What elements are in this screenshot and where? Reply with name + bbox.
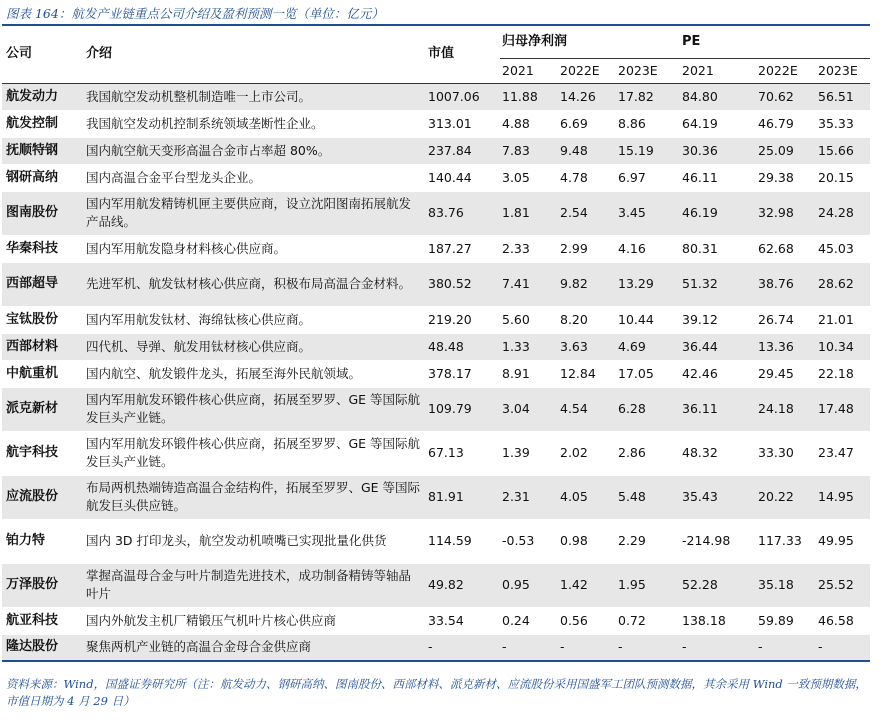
pe-2023e-cell: 28.62 xyxy=(818,276,854,291)
market-cap-cell: 67.13 xyxy=(428,445,464,460)
company-cell: 派克新材 xyxy=(6,401,59,416)
net-profit-2021-cell: 7.83 xyxy=(502,142,530,158)
net-profit-2021-cell: 4.88 xyxy=(502,115,530,131)
table-row xyxy=(2,110,870,137)
intro-cell: 国内军用航发钛材、海绵钛核心供应商。 xyxy=(86,311,312,327)
pe-2021-cell: 35.43 xyxy=(682,489,718,504)
pe-2023e-cell: 14.95 xyxy=(818,489,854,504)
market-cap-cell: 81.91 xyxy=(428,489,464,504)
market-cap-cell: 140.44 xyxy=(428,169,472,185)
market-cap-cell: 237.84 xyxy=(428,142,472,158)
net-profit-2023e-cell: 17.05 xyxy=(618,365,654,381)
net-profit-2023e-cell: 10.44 xyxy=(618,311,654,327)
net-profit-2022e-cell: 4.78 xyxy=(560,169,588,185)
table-row xyxy=(2,563,870,607)
pe-2021-cell: 80.31 xyxy=(682,240,718,256)
pe-2022e-cell: 46.79 xyxy=(758,115,794,131)
net-profit-2021-cell: 7.41 xyxy=(502,276,530,291)
market-cap-cell: - xyxy=(428,639,433,655)
market-cap-cell: 114.59 xyxy=(428,533,472,548)
table-row xyxy=(2,137,870,164)
market-cap-cell: 33.54 xyxy=(428,612,464,628)
table-body xyxy=(2,83,870,661)
pe-2022e-cell: 13.36 xyxy=(758,338,794,354)
intro-cell: 先进军机、航发钛材核心供应商，积极布局高温合金材料。 xyxy=(86,276,412,291)
intro-cell: 掌握高温母合金与叶片制造先进技术，成功制备精铸等轴晶叶片 xyxy=(86,568,412,601)
pe-2022e-cell: 70.62 xyxy=(758,88,794,104)
net-profit-2023e-cell: 3.45 xyxy=(618,205,646,220)
net-profit-2021-cell: 1.81 xyxy=(502,205,530,220)
pe-2023e-cell: 21.01 xyxy=(818,311,854,327)
net-profit-2023e-cell: 6.28 xyxy=(618,401,646,416)
pe-2021-cell: 138.18 xyxy=(682,612,726,628)
net-profit-2022e-cell: 0.56 xyxy=(560,612,588,628)
pe-2021-cell: 52.28 xyxy=(682,577,718,592)
pe-2023e-cell: 23.47 xyxy=(818,445,854,460)
pe-2022e-cell: 38.76 xyxy=(758,276,794,291)
net-profit-2023e-cell: 2.29 xyxy=(618,533,646,548)
net-profit-2022e-cell: 14.26 xyxy=(560,88,596,104)
company-cell: 航发控制 xyxy=(6,115,59,131)
pe-2023e-cell: 56.51 xyxy=(818,88,854,104)
pe-2023e-cell: 24.28 xyxy=(818,205,854,220)
pe-2021-cell: 51.32 xyxy=(682,276,718,291)
pe-2021-cell: 39.12 xyxy=(682,311,718,327)
net-profit-2023e-cell: 15.19 xyxy=(618,142,654,158)
table-row xyxy=(2,191,870,235)
net-profit-2022e-cell: 12.84 xyxy=(560,365,596,381)
net-profit-2021-cell: 2.33 xyxy=(502,240,530,256)
header-year: 2023E xyxy=(618,62,658,78)
net-profit-2022e-cell: 8.20 xyxy=(560,311,588,327)
net-profit-2022e-cell: 0.98 xyxy=(560,533,588,548)
net-profit-2023e-cell: 4.16 xyxy=(618,240,646,256)
market-cap-cell: 109.79 xyxy=(428,401,472,416)
net-profit-2023e-cell: 0.72 xyxy=(618,612,646,628)
table-row xyxy=(2,333,870,360)
pe-2023e-cell: - xyxy=(818,639,823,655)
net-profit-2022e-cell: 2.02 xyxy=(560,445,588,460)
pe-2022e-cell: 62.68 xyxy=(758,240,794,256)
intro-cell: 国内 3D 打印龙头，航空发动机喷嘴已实现批量化供货 xyxy=(86,533,387,548)
header-net-profit: 归母净利润 xyxy=(500,25,680,58)
pe-2021-cell: 46.19 xyxy=(682,205,718,220)
net-profit-2022e-cell: 3.63 xyxy=(560,338,588,354)
market-cap-cell: 313.01 xyxy=(428,115,472,131)
pe-2022e-cell: 25.09 xyxy=(758,142,794,158)
pe-2023e-cell: 10.34 xyxy=(818,338,854,354)
pe-2022e-cell: 29.45 xyxy=(758,365,794,381)
header-year: 2023E xyxy=(818,62,858,78)
net-profit-2023e-cell: 8.86 xyxy=(618,115,646,131)
net-profit-2021-cell: 1.33 xyxy=(502,338,530,354)
pe-2022e-cell: 32.98 xyxy=(758,205,794,220)
company-cell: 航亚科技 xyxy=(6,612,59,628)
pe-2022e-cell: - xyxy=(758,639,763,655)
intro-cell: 聚焦两机产业链的高温合金母合金供应商 xyxy=(86,639,312,655)
pe-2023e-cell: 25.52 xyxy=(818,577,854,592)
pe-2023e-cell: 15.66 xyxy=(818,142,854,158)
pe-2022e-cell: 59.89 xyxy=(758,612,794,628)
table-row xyxy=(2,262,870,306)
pe-2023e-cell: 22.18 xyxy=(818,365,854,381)
forecast-table xyxy=(2,24,870,662)
table-row xyxy=(2,83,870,110)
company-cell: 抚顺特钢 xyxy=(6,142,59,158)
net-profit-2023e-cell: 13.29 xyxy=(618,276,654,291)
table-header xyxy=(2,25,870,83)
company-cell: 应流股份 xyxy=(6,489,59,504)
company-cell: 钢研高纳 xyxy=(6,169,59,185)
pe-2021-cell: -214.98 xyxy=(682,533,731,548)
net-profit-2023e-cell: 2.86 xyxy=(618,445,646,460)
intro-cell: 国内航空、航发锻件龙头，拓展至海外民航领域。 xyxy=(86,365,362,381)
market-cap-cell: 219.20 xyxy=(428,311,472,327)
pe-2022e-cell: 20.22 xyxy=(758,489,794,504)
market-cap-cell: 1007.06 xyxy=(428,88,480,104)
net-profit-2022e-cell: - xyxy=(560,639,565,655)
net-profit-2021-cell: 8.91 xyxy=(502,365,530,381)
pe-2021-cell: 36.11 xyxy=(682,401,718,416)
table-row xyxy=(2,607,870,634)
net-profit-2022e-cell: 4.54 xyxy=(560,401,588,416)
company-cell: 航宇科技 xyxy=(6,445,59,460)
pe-2022e-cell: 24.18 xyxy=(758,401,794,416)
net-profit-2023e-cell: 6.97 xyxy=(618,169,646,185)
company-cell: 图南股份 xyxy=(6,205,59,220)
net-profit-2023e-cell: 17.82 xyxy=(618,88,654,104)
net-profit-2022e-cell: 2.99 xyxy=(560,240,588,256)
table-row xyxy=(2,634,870,661)
net-profit-2022e-cell: 1.42 xyxy=(560,577,588,592)
header-year: 2021 xyxy=(682,62,714,78)
company-cell: 万泽股份 xyxy=(6,577,59,592)
net-profit-2022e-cell: 9.82 xyxy=(560,276,588,291)
pe-2023e-cell: 49.95 xyxy=(818,533,854,548)
market-cap-cell: 187.27 xyxy=(428,240,472,256)
pe-2022e-cell: 29.38 xyxy=(758,169,794,185)
pe-2023e-cell: 35.33 xyxy=(818,115,854,131)
header-company: 公司 xyxy=(2,25,80,83)
intro-cell: 国内军用航发精铸机匣主要供应商，设立沈阳图南拓展航发产品线。 xyxy=(86,196,412,229)
header-year: 2022E xyxy=(560,62,600,78)
pe-2022e-cell: 26.74 xyxy=(758,311,794,327)
pe-2023e-cell: 45.03 xyxy=(818,240,854,256)
net-profit-2021-cell: 0.24 xyxy=(502,612,530,628)
net-profit-2021-cell: 3.05 xyxy=(502,169,530,185)
intro-cell: 国内高温合金平台型龙头企业。 xyxy=(86,169,262,185)
net-profit-2021-cell: 3.04 xyxy=(502,401,530,416)
net-profit-2021-cell: - xyxy=(502,639,507,655)
intro-cell: 国内外航发主机厂精锻压气机叶片核心供应商 xyxy=(86,612,337,628)
intro-cell: 布局两机热端铸造高温合金结构件，拓展至罗罗、GE 等国际航发巨头供应链。 xyxy=(86,480,421,513)
net-profit-2022e-cell: 9.48 xyxy=(560,142,588,158)
table-row xyxy=(2,360,870,387)
intro-cell: 国内军用航发环锻件核心供应商，拓展至罗罗、GE 等国际航发巨头产业链。 xyxy=(86,392,421,425)
company-cell: 铂力特 xyxy=(6,533,46,548)
pe-2021-cell: 48.32 xyxy=(682,445,718,460)
pe-2021-cell: 30.36 xyxy=(682,142,718,158)
table-row xyxy=(2,431,870,475)
pe-2021-cell: 46.11 xyxy=(682,169,718,185)
company-cell: 航发动力 xyxy=(6,88,59,104)
table-row xyxy=(2,306,870,333)
net-profit-2021-cell: 0.95 xyxy=(502,577,530,592)
market-cap-cell: 380.52 xyxy=(428,276,472,291)
intro-cell: 国内航空航天变形高温合金市占率超 80%。 xyxy=(86,142,331,158)
pe-2023e-cell: 20.15 xyxy=(818,169,854,185)
header-pe: PE xyxy=(680,25,870,58)
market-cap-cell: 378.17 xyxy=(428,365,472,381)
table-row xyxy=(2,235,870,262)
intro-cell: 我国航空发动机整机制造唯一上市公司。 xyxy=(86,88,312,104)
pe-2021-cell: 42.46 xyxy=(682,365,718,381)
table-row xyxy=(2,519,870,563)
company-cell: 中航重机 xyxy=(6,365,59,381)
company-cell: 西部超导 xyxy=(6,276,59,291)
net-profit-2022e-cell: 2.54 xyxy=(560,205,588,220)
net-profit-2021-cell: -0.53 xyxy=(502,533,535,548)
pe-2022e-cell: 33.30 xyxy=(758,445,794,460)
company-cell: 西部材料 xyxy=(6,338,59,354)
net-profit-2021-cell: 1.39 xyxy=(502,445,530,460)
net-profit-2021-cell: 2.31 xyxy=(502,489,530,504)
pe-2022e-cell: 117.33 xyxy=(758,533,802,548)
pe-2021-cell: - xyxy=(682,639,687,655)
net-profit-2023e-cell: - xyxy=(618,639,623,655)
source-note: 资料来源：Wind，国盛证券研究所（注：航发动力、钢研高纳、图南股份、西部材料、派克新材、应流股份采用国盛军工团队预测数据，其余采用 Wind 一致预期数据，市值日期为 4 月 29 日） xyxy=(6,677,867,708)
figure-caption: 图表 164：航发产业链重点公司介绍及盈利预测一览（单位：亿元） xyxy=(6,6,384,21)
market-cap-cell: 83.76 xyxy=(428,205,464,220)
table-row xyxy=(2,475,870,519)
header-market-cap: 市值 xyxy=(426,25,500,83)
pe-2022e-cell: 35.18 xyxy=(758,577,794,592)
net-profit-2023e-cell: 1.95 xyxy=(618,577,646,592)
table-row xyxy=(2,164,870,191)
company-cell: 隆达股份 xyxy=(6,639,59,655)
header-year: 2022E xyxy=(758,62,798,78)
intro-cell: 我国航空发动机控制系统领域垄断性企业。 xyxy=(86,115,324,131)
net-profit-2022e-cell: 4.05 xyxy=(560,489,588,504)
intro-cell: 国内军用航发环锻件核心供应商，拓展至罗罗、GE 等国际航发巨头产业链。 xyxy=(86,436,421,469)
intro-cell: 四代机、导弹、航发用钛材核心供应商。 xyxy=(86,338,312,354)
pe-2021-cell: 84.80 xyxy=(682,88,718,104)
pe-2021-cell: 64.19 xyxy=(682,115,718,131)
company-cell: 宝钛股份 xyxy=(6,311,59,327)
pe-2023e-cell: 46.58 xyxy=(818,612,854,628)
net-profit-2021-cell: 11.88 xyxy=(502,88,538,104)
header-year: 2021 xyxy=(502,62,534,78)
company-cell: 华秦科技 xyxy=(6,240,59,256)
market-cap-cell: 48.48 xyxy=(428,338,464,354)
net-profit-2023e-cell: 5.48 xyxy=(618,489,646,504)
net-profit-2022e-cell: 6.69 xyxy=(560,115,588,131)
market-cap-cell: 49.82 xyxy=(428,577,464,592)
net-profit-2021-cell: 5.60 xyxy=(502,311,530,327)
pe-2023e-cell: 17.48 xyxy=(818,401,854,416)
header-intro: 介绍 xyxy=(80,25,426,83)
table-row xyxy=(2,387,870,431)
intro-cell: 国内军用航发隐身材料核心供应商。 xyxy=(86,240,287,256)
pe-2021-cell: 36.44 xyxy=(682,338,718,354)
net-profit-2023e-cell: 4.69 xyxy=(618,338,646,354)
